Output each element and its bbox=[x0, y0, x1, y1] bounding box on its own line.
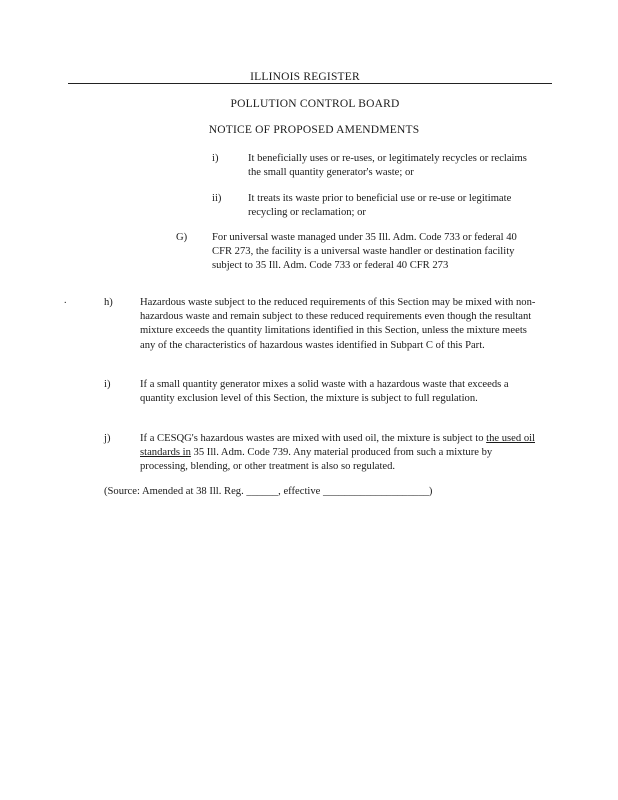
item-j-label: j) bbox=[104, 433, 111, 444]
item-ii-text: It treats its waste prior to beneficial use or re-use or legitimate recycling or reclamation; or bbox=[248, 193, 512, 219]
item-h-text: Hazardous waste subject to the reduced requirements of this Section may be mixed with non-hazardous waste and remain subject to these reduced requirements even though the resultant mixture exceeds the quantity limitations identified in this Section, unless the mixture meets any of the characteristics of hazardous wastes identified in Subpart C of this Part. bbox=[140, 297, 536, 351]
item-ii-label: ii) bbox=[212, 193, 222, 204]
item-i2-label: i) bbox=[104, 379, 111, 390]
item-i-label: i) bbox=[212, 153, 219, 164]
header-rule bbox=[68, 83, 552, 84]
margin-mark: . bbox=[64, 295, 67, 306]
item-j-text bbox=[140, 432, 540, 475]
item-i2-text: If a small quantity generator mixes a solid waste with a hazardous waste that exceeds a quantity exclusion level of this Section, the mixture is subject to full regulation. bbox=[140, 379, 509, 405]
item-j-underlined: the used oil standards in bbox=[140, 433, 535, 459]
source-note: (Source: Amended at 38 Ill. Reg. ______, effective ____________________) bbox=[104, 486, 433, 497]
item-h-label: h) bbox=[104, 297, 113, 308]
item-i-text: It beneficially uses or re-uses, or legitimately recycles or reclaims the small quantity generator's waste; or bbox=[248, 153, 527, 179]
item-j-text-2: 35 Ill. Adm. Code 739. Any material produced from such a mixture by processing, blending, or other treatment is also so regulated. bbox=[140, 447, 493, 473]
notice-title: NOTICE OF PROPOSED AMENDMENTS bbox=[208, 124, 420, 136]
item-G-label: G) bbox=[176, 232, 188, 243]
item-G-text: For universal waste managed under 35 Ill. Adm. Code 733 or federal 40 CFR 273, the facility is a universal waste handler or destination facility subject to 35 Ill. Adm. Code 733 or federal 40 CFR 273 bbox=[212, 232, 517, 272]
board-title: POLLUTION CONTROL BOARD bbox=[230, 98, 400, 110]
item-j-text-1: If a CESQG's hazardous wastes are mixed with used oil, the mixture is subject to bbox=[140, 433, 484, 444]
register-title: ILLINOIS REGISTER bbox=[250, 71, 360, 83]
